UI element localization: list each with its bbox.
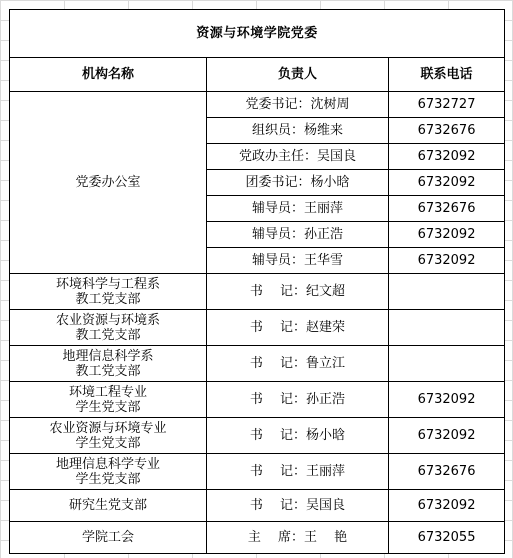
person-cell: 辅导员：孙正浩 — [207, 222, 389, 248]
tel-cell: 6732092 — [389, 170, 505, 196]
tel-cell: 6732727 — [389, 92, 505, 118]
unit-line: 学生党支部 — [75, 471, 141, 487]
unit-line: 环境科学与工程系 — [55, 276, 160, 292]
table-row — [10, 92, 505, 118]
table-title: 资源与环境学院党委 — [10, 10, 505, 58]
unit-cell — [10, 274, 207, 310]
tel-cell — [389, 274, 505, 310]
person-cell: 书 记：赵建荣 — [207, 310, 389, 346]
unit-cell — [10, 310, 207, 346]
unit-cell: 研究生党支部 — [10, 490, 207, 522]
unit-cell — [10, 382, 207, 418]
unit-line: 教工党支部 — [75, 291, 141, 307]
tel-cell: 6732676 — [389, 454, 505, 490]
table-row — [10, 310, 505, 346]
header-head: 负责人 — [207, 58, 389, 92]
party-committee-table — [9, 9, 505, 554]
unit-line: 教工党支部 — [75, 363, 141, 379]
tel-cell: 6732092 — [389, 418, 505, 454]
table-row — [10, 382, 505, 418]
tel-cell: 6732676 — [389, 196, 505, 222]
table-row — [10, 522, 505, 554]
person-cell: 团委书记：杨小晗 — [207, 170, 389, 196]
office-name: 党委办公室 — [10, 92, 207, 274]
unit-cell: 学院工会 — [10, 522, 207, 554]
unit-line: 环境工程专业 — [68, 384, 147, 400]
table-row — [10, 490, 505, 522]
tel-cell: 6732092 — [389, 248, 505, 274]
person-cell: 书 记：孙正浩 — [207, 382, 389, 418]
tel-cell — [389, 310, 505, 346]
person-cell: 党政办主任：吴国良 — [207, 144, 389, 170]
tel-cell: 6732092 — [389, 144, 505, 170]
person-cell: 书 记：王丽萍 — [207, 454, 389, 490]
person-cell: 书 记：鲁立江 — [207, 346, 389, 382]
person-cell: 书 记：纪文超 — [207, 274, 389, 310]
tel-cell: 6732676 — [389, 118, 505, 144]
unit-cell — [10, 418, 207, 454]
unit-line: 学生党支部 — [75, 435, 141, 451]
person-cell: 书 记：杨小晗 — [207, 418, 389, 454]
tel-cell: 6732092 — [389, 222, 505, 248]
unit-cell — [10, 454, 207, 490]
table-row — [10, 418, 505, 454]
person-cell: 辅导员：王丽萍 — [207, 196, 389, 222]
unit-line: 地理信息科学专业 — [55, 456, 160, 472]
tel-cell: 6732092 — [389, 490, 505, 522]
person-cell: 党委书记：沈树周 — [207, 92, 389, 118]
person-cell: 主 席：王 艳 — [207, 522, 389, 554]
tel-cell: 6732092 — [389, 382, 505, 418]
unit-line: 学生党支部 — [75, 399, 141, 415]
header-tel: 联系电话 — [389, 58, 505, 92]
person-cell: 组织员：杨维来 — [207, 118, 389, 144]
unit-line: 教工党支部 — [75, 327, 141, 343]
unit-line: 地理信息科学系 — [62, 348, 154, 364]
unit-line: 农业资源与环境系 — [55, 312, 160, 328]
tel-cell: 6732055 — [389, 522, 505, 554]
header-org: 机构名称 — [10, 58, 207, 92]
unit-cell — [10, 346, 207, 382]
table-row — [10, 274, 505, 310]
unit-line: 农业资源与环境专业 — [49, 420, 167, 436]
person-cell: 书 记：吴国良 — [207, 490, 389, 522]
table-row — [10, 454, 505, 490]
table-row — [10, 346, 505, 382]
person-cell: 辅导员：王华雪 — [207, 248, 389, 274]
tel-cell — [389, 346, 505, 382]
